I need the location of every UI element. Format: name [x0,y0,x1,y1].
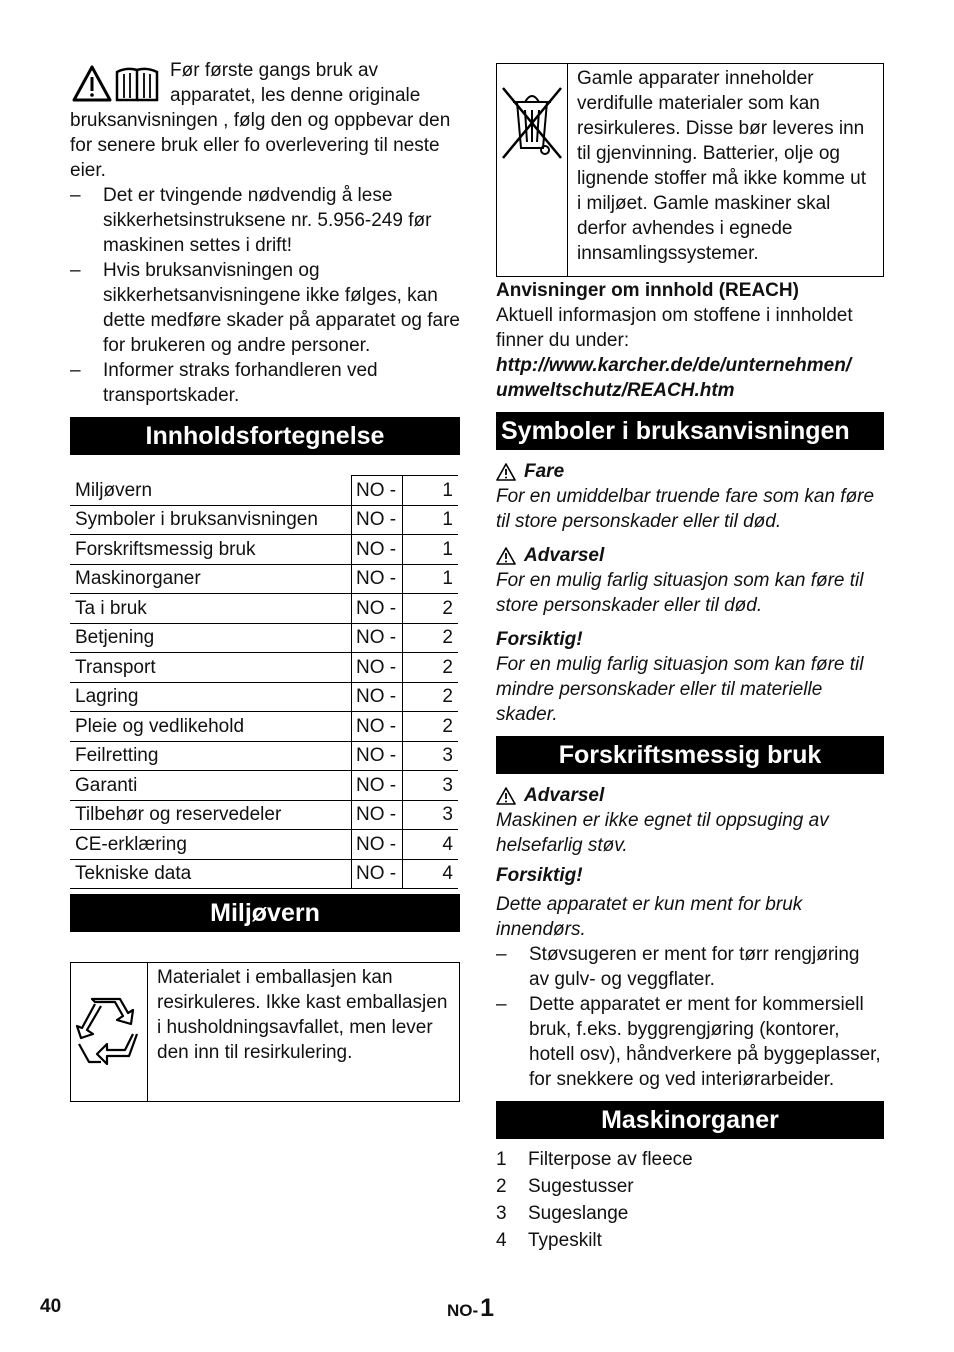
toc-row[interactable] [70,476,458,506]
list-item: – Hvis bruksanvisningen og sikkerhetsanvisningene ikke følges, kan dette medføre skader på apparatet og fare for brukeren og andre personer. [70,258,460,358]
environment-heading: Miljøvern [70,894,460,932]
warning-manual-icons [72,64,162,108]
toc-entry-title: Forskriftsmessig bruk [70,535,352,565]
toc-row[interactable] [70,771,458,801]
caution-label: Forsiktig! [496,629,583,650]
toc-row[interactable] [70,741,458,771]
item-label: Typeskilt [528,1230,602,1251]
toc-row[interactable] [70,535,458,565]
intro-text: Før første gangs bruk av apparatet, les denne originale bruksanvisningen , følg den og oppbevar den for senere bruk eller fo overlevering til neste eier. [70,60,451,181]
toc-row[interactable] [70,594,458,624]
toc-entry-page: 2 [403,682,459,712]
weee-icon-cell [497,64,568,276]
warning-label-text: Advarsel [524,545,605,566]
caution-text: For en mulig farlig situasjon som kan føre til mindre personskader eller til materielle skader. [496,654,864,725]
toc-row[interactable] [70,830,458,860]
reach-url-line-1[interactable]: http://www.karcher.de/de/unternehmen/ [496,355,852,376]
reach-url-line-2[interactable]: umweltschutz/REACH.htm [496,380,735,401]
item-label: Filterpose av fleece [528,1149,693,1170]
weee-text: Gamle apparater inneholder verdifulle materialer som kan resirkuleres. Disse bør leveres inn til gjenvinning. Batterier, olje og lignende stoffer må ikke komme ut i miljøet. Gamle maskiner skal derfor avhendes i egnede innsamlingssystemer. [577,68,867,264]
toc-row[interactable] [70,800,458,830]
left-column [70,58,460,1102]
toc-entry-page: 2 [403,653,459,683]
toc-entry-page: 4 [403,830,459,860]
reach-title: Anvisninger om innhold (REACH) [496,280,799,301]
danger-label [496,459,884,484]
toc-entry-title: Symboler i bruksanvisningen [70,505,352,535]
toc-entry-page: 3 [403,741,459,771]
warning-and-book-icon [72,64,162,104]
toc-entry-title: Tilbehør og reservedeler [70,800,352,830]
warning-text: For en mulig farlig situasjon som kan føre til store personskader eller til død. [496,570,864,616]
warning-triangle-icon [496,463,516,481]
intended-caution-text: Dette apparatet er kun ment for bruk innendørs. [496,894,803,940]
toc-entry-code: NO - [352,623,403,653]
warning-triangle-icon [496,547,516,565]
toc-entry-title: Betjening [70,623,352,653]
item-number: 2 [496,1176,507,1197]
warning-triangle-icon [496,787,516,805]
toc-row[interactable] [70,623,458,653]
danger-label-text: Fare [524,461,565,482]
toc-entry-code: NO - [352,771,403,801]
toc-entry-page: 1 [403,535,459,565]
intended-list [496,942,884,1092]
toc-entry-code: NO - [352,505,403,535]
toc-entry-code: NO - [352,859,403,889]
toc-row[interactable] [70,859,458,889]
recycle-box [70,962,460,1102]
toc-entry-page: 2 [403,623,459,653]
toc-entry-code: NO - [352,594,403,624]
page-number: 40 [40,1296,62,1317]
toc-entry-page: 3 [403,771,459,801]
toc-entry-code: NO - [352,830,403,860]
toc-table [70,475,458,889]
toc-entry-title: Maskinorganer [70,564,352,594]
reach-text: Aktuell informasjon om stoffene i innholdet finner du under: [496,305,853,351]
toc-entry-page: 2 [403,712,459,742]
toc-entry-title: Garanti [70,771,352,801]
toc-entry-code: NO - [352,800,403,830]
toc-entry-page: 2 [403,594,459,624]
item-number: 4 [496,1230,507,1251]
recycle-text: Materialet i emballasjen kan resirkuleres. Ikke kast emballasjen i husholdningsavfallet, men lever den inn til resirkulering. [157,967,448,1063]
list-item [496,1173,884,1200]
danger-text: For en umiddelbar truende fare som kan føre til store personskader eller til død. [496,486,875,532]
reach-link[interactable] [496,353,884,403]
toc-heading: Innholdsfortegnelse [70,417,460,455]
recycle-icon [71,994,147,1070]
toc-entry-code: NO - [352,653,403,683]
list-item: – Støvsugeren er ment for tørr rengjøring av gulv- og veggflater. [496,942,884,992]
footer-section [447,1294,494,1323]
list-item [496,1200,884,1227]
item-label: Sugestusser [528,1176,634,1197]
toc-row[interactable] [70,653,458,683]
item-number: 3 [496,1203,507,1224]
recycle-icon-cell [71,963,148,1101]
weee-box [496,63,884,277]
right-column [496,63,884,1254]
toc-entry-title: Feilretting [70,741,352,771]
toc-entry-code: NO - [352,741,403,771]
warning-label [496,543,884,568]
parts-heading: Maskinorganer [496,1101,884,1139]
toc-row[interactable] [70,682,458,712]
toc-entry-page: 1 [403,564,459,594]
toc-entry-code: NO - [352,712,403,742]
item-number: 1 [496,1149,507,1170]
toc-row[interactable] [70,564,458,594]
toc-entry-title: Pleie og vedlikehold [70,712,352,742]
footer-section-number: 1 [480,1294,495,1322]
parts-list [496,1146,884,1254]
toc-entry-title: Transport [70,653,352,683]
toc-entry-page: 1 [403,476,459,506]
intended-use-heading: Forskriftsmessig bruk [496,736,884,774]
toc-entry-page: 4 [403,859,459,889]
list-item [496,1227,884,1254]
intended-warning-label [496,783,884,808]
toc-entry-page: 1 [403,505,459,535]
toc-entry-code: NO - [352,564,403,594]
toc-entry-title: Lagring [70,682,352,712]
toc-entry-page: 3 [403,800,459,830]
toc-entry-title: Tekniske data [70,859,352,889]
list-item: – Det er tvingende nødvendig å lese sikkerhetsinstruksene nr. 5.956-249 før maskinen settes i drift! [70,183,460,258]
toc-entry-title: CE-erklæring [70,830,352,860]
toc-entry-title: Miljøvern [70,476,352,506]
toc-entry-title: Ta i bruk [70,594,352,624]
toc-entry-code: NO - [352,682,403,712]
toc-entry-code: NO - [352,535,403,565]
item-label: Sugeslange [528,1203,629,1224]
toc-entry-code: NO - [352,476,403,506]
list-item: – Dette apparatet er ment for kommersiell bruk, f.eks. byggrengjøring (kontorer, hotell osv), håndverkere på byggeplasser, for snekkere og ved interiørarbeider. [496,992,884,1092]
toc-row[interactable] [70,505,458,535]
footer-lang: NO- [447,1301,479,1320]
intended-caution-label: Forsiktig! [496,865,583,886]
intended-warning-text: Maskinen er ikke egnet til oppsuging av helsefarlig støv. [496,810,829,856]
intended-warning-label-text: Advarsel [524,785,605,806]
symbols-heading: Symboler i bruksanvisningen [496,412,884,450]
crossed-bin-icon [497,80,567,164]
list-item [496,1146,884,1173]
toc-row[interactable] [70,712,458,742]
list-item: – Informer straks forhandleren ved transportskader. [70,358,460,408]
intro-block [70,58,460,183]
intro-list [70,183,460,408]
